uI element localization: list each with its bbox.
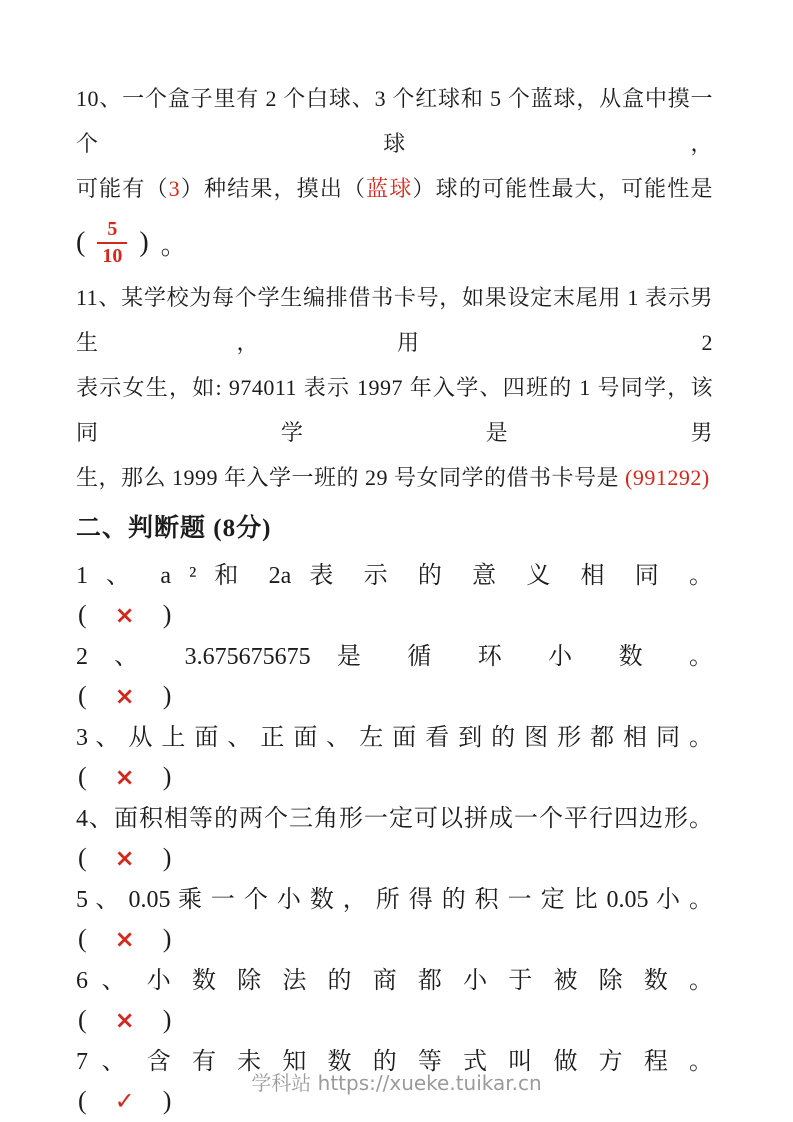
- fraction-paren-open: (: [76, 227, 86, 258]
- sentence-period: 。: [160, 230, 187, 260]
- tf-statement: 7 、 含 有 未 知 数 的 等 式 叫 做 方 程 。: [76, 1049, 713, 1075]
- tf-answer: [76, 922, 713, 955]
- tf-question-6: [76, 964, 713, 1036]
- tf-statement: 1 、 a ² 和 2a 表 示 的 意 义 相 同 。: [76, 563, 713, 589]
- answer-paren-close: ): [162, 600, 172, 629]
- fraction-denominator: 10: [97, 242, 127, 268]
- q10-line1: 10、一个盒子里有 2 个白球、3 个红球和 5 个蓝球，从盒中摸一个球，: [76, 86, 713, 156]
- q11-line2: 表示女生，如: 974011 表示 1997 年入学、四班的 1 号同学，该同学是男: [76, 375, 713, 445]
- question-11: [76, 275, 713, 500]
- q10-line2-text1: 可能有（: [76, 176, 169, 201]
- answer-paren-close: ): [162, 762, 172, 791]
- cross-mark-icon: ×: [114, 843, 135, 872]
- section-heading-judgment: 二、判断题 (8分): [76, 515, 272, 542]
- q10-answer-count: 3: [168, 176, 181, 201]
- tf-statement: 4、面积相等的两个三角形一定可以拼成一个平行四边形。: [76, 806, 713, 832]
- answer-paren-close: ): [162, 924, 172, 953]
- tf-statement: 3 、 从 上 面 、 正 面 、 左 面 看 到 的 图 形 都 相 同 。: [76, 725, 713, 751]
- cross-mark-icon: ×: [114, 681, 135, 710]
- tf-answer: [76, 1003, 713, 1036]
- tf-question-4: [76, 802, 713, 874]
- answer-paren-open: (: [78, 681, 87, 710]
- tf-question-3: [76, 721, 713, 793]
- probability-fraction: [97, 218, 127, 268]
- tf-question-5: [76, 883, 713, 955]
- answer-paren-open: (: [78, 843, 87, 872]
- answer-paren-open: (: [78, 600, 87, 629]
- tf-statement: 2 、 3.675675675 是 循 环 小 数 。: [76, 644, 713, 670]
- q11-line3-text: 生，那么 1999 年入学一班的 29 号女同学的借书卡号是: [76, 465, 626, 490]
- tf-answer: [76, 598, 713, 631]
- answer-paren-open: (: [78, 924, 87, 953]
- q10-line2-text2: ）种结果，摸出（: [180, 176, 367, 201]
- q11-line1: 11、某学校为每个学生编排借书卡号，如果设定末尾用 1 表示男生，用 2: [76, 285, 713, 355]
- cross-mark-icon: ×: [114, 924, 135, 953]
- q10-answer-fraction-line: [76, 211, 713, 275]
- q11-line3: [76, 455, 713, 500]
- cross-mark-icon: ×: [114, 600, 135, 629]
- q10-line2: [76, 166, 713, 211]
- q11-answer-card-number: (991292): [625, 465, 710, 490]
- fraction-numerator: 5: [107, 218, 118, 240]
- tf-answer: [76, 760, 713, 793]
- answer-paren-open: (: [78, 1005, 87, 1034]
- fraction-paren-close: ): [139, 227, 149, 258]
- answer-paren-close: ): [162, 1005, 172, 1034]
- answer-paren-close: ): [162, 843, 172, 872]
- tf-statement: 6 、 小 数 除 法 的 商 都 小 于 被 除 数 。: [76, 968, 713, 994]
- tf-answer: [76, 679, 713, 712]
- question-10: [76, 76, 713, 275]
- cross-mark-icon: ×: [114, 1005, 135, 1034]
- tf-question-2: [76, 640, 713, 712]
- q10-answer-color: 蓝球: [366, 176, 413, 201]
- answer-paren-close: ): [162, 1086, 172, 1115]
- tf-answer: [76, 841, 713, 874]
- footer-watermark: 学科站 https://xueke.tuikar.cn: [251, 1071, 542, 1095]
- tf-question-1: [76, 559, 713, 631]
- cross-mark-icon: ×: [114, 762, 135, 791]
- answer-paren-open: (: [78, 762, 87, 791]
- answer-paren-open: (: [78, 1086, 87, 1115]
- tf-statement: 5 、 0.05 乘 一 个 小 数 ， 所 得 的 积 一 定 比 0.05 小 。: [76, 887, 713, 913]
- q10-line2-text3: ）球的可能性最大，可能性是: [412, 176, 713, 201]
- check-mark-icon: ✓: [114, 1086, 135, 1115]
- answer-paren-close: ): [162, 681, 172, 710]
